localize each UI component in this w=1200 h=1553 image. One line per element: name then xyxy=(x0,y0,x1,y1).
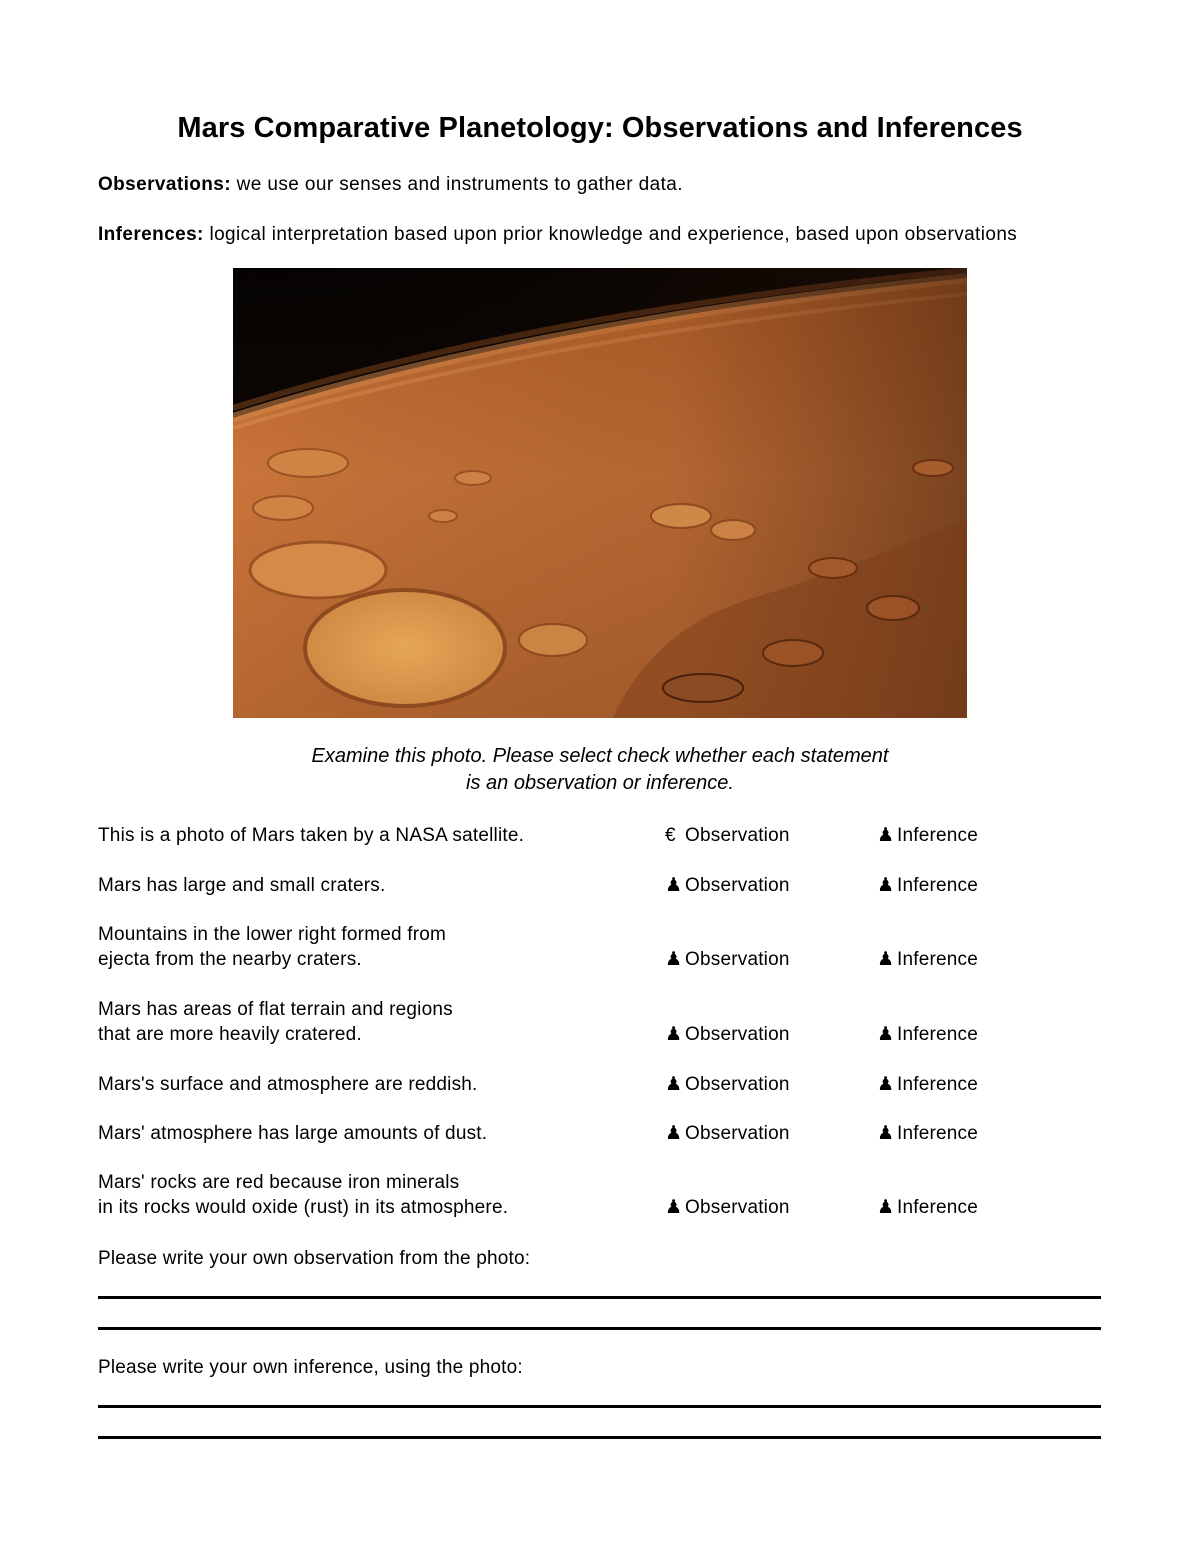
mars-photo xyxy=(233,268,967,718)
inference-option[interactable] xyxy=(877,947,978,972)
observation-label: Observation xyxy=(685,875,790,896)
observation-label: Observation xyxy=(685,825,790,846)
inferences-term: Inferences: xyxy=(98,224,204,245)
inference-checkbox-icon[interactable]: ♟ xyxy=(877,875,895,896)
instructions-line-2: is an observation or inference. xyxy=(466,772,734,794)
inference-checkbox-icon[interactable]: ♟ xyxy=(877,1197,895,1218)
inference-checkbox-icon[interactable]: ♟ xyxy=(877,825,895,846)
own-inference-prompt: Please write your own inference, using the photo: xyxy=(98,1357,523,1378)
observation-answer-line-2[interactable] xyxy=(98,1327,1101,1330)
inference-label: Inference xyxy=(897,949,979,970)
inference-label: Inference xyxy=(897,875,979,896)
statement-text: Mars' rocks are red because iron minerals in its rocks would oxide (rust) in its atmosphere. xyxy=(98,1172,509,1218)
observations-definition xyxy=(98,174,683,196)
inference-option[interactable] xyxy=(877,873,978,898)
inference-option[interactable] xyxy=(877,1195,978,1220)
inference-label: Inference xyxy=(897,1197,979,1218)
inference-label: Inference xyxy=(897,1024,979,1045)
observations-term: Observations: xyxy=(98,174,231,195)
inferences-definition xyxy=(98,224,1017,246)
inference-label: Inference xyxy=(897,825,979,846)
own-observation-prompt: Please write your own observation from the photo: xyxy=(98,1248,531,1269)
statement-text: Mars has areas of flat terrain and regions that are more heavily cratered. xyxy=(98,999,453,1045)
inference-answer-line-2[interactable] xyxy=(98,1436,1101,1439)
observation-option[interactable] xyxy=(665,947,790,972)
observation-option[interactable] xyxy=(665,823,790,848)
inference-label: Inference xyxy=(897,1074,979,1095)
observation-checkbox-icon[interactable]: ♟ xyxy=(665,1123,683,1144)
inference-label: Inference xyxy=(897,1123,979,1144)
observation-label: Observation xyxy=(685,1074,790,1095)
statement-text: Mountains in the lower right formed from ejecta from the nearby craters. xyxy=(98,924,447,970)
observation-checkbox-icon[interactable]: ♟ xyxy=(665,949,683,970)
observation-label: Observation xyxy=(685,1024,790,1045)
inference-checkbox-icon[interactable]: ♟ xyxy=(877,1024,895,1045)
inference-checkbox-icon[interactable]: ♟ xyxy=(877,1123,895,1144)
statement-text: Mars's surface and atmosphere are reddish. xyxy=(98,1074,478,1095)
observation-checkbox-icon[interactable]: € xyxy=(665,825,676,846)
inference-answer-line-1[interactable] xyxy=(98,1405,1101,1408)
observation-answer-line-1[interactable] xyxy=(98,1296,1101,1299)
statement-text: Mars has large and small craters. xyxy=(98,875,386,896)
inference-option[interactable] xyxy=(877,823,978,848)
observation-option[interactable] xyxy=(665,1195,790,1220)
observation-option[interactable] xyxy=(665,1022,790,1047)
observation-option[interactable] xyxy=(665,1072,790,1097)
statement-text: This is a photo of Mars taken by a NASA satellite. xyxy=(98,825,525,846)
inference-checkbox-icon[interactable]: ♟ xyxy=(877,1074,895,1095)
instructions xyxy=(0,743,1200,797)
observation-checkbox-icon[interactable]: ♟ xyxy=(665,875,683,896)
observation-label: Observation xyxy=(685,1197,790,1218)
inferences-text: logical interpretation based upon prior knowledge and experience, based upon observations xyxy=(203,224,1018,245)
observation-option[interactable] xyxy=(665,873,790,898)
observation-label: Observation xyxy=(685,1123,790,1144)
observation-label: Observation xyxy=(685,949,790,970)
inference-option[interactable] xyxy=(877,1121,978,1146)
statement-text: Mars' atmosphere has large amounts of dust. xyxy=(98,1123,488,1144)
observation-checkbox-icon[interactable]: ♟ xyxy=(665,1197,683,1218)
instructions-line-1: Examine this photo. Please select check whether each statement xyxy=(311,745,889,767)
observation-checkbox-icon[interactable]: ♟ xyxy=(665,1074,683,1095)
inference-checkbox-icon[interactable]: ♟ xyxy=(877,949,895,970)
observation-checkbox-icon[interactable]: ♟ xyxy=(665,1024,683,1045)
observations-text: we use our senses and instruments to gather data. xyxy=(230,174,683,195)
observation-option[interactable] xyxy=(665,1121,790,1146)
page-title: Mars Comparative Planetology: Observations and Inferences xyxy=(177,112,1023,144)
inference-option[interactable] xyxy=(877,1072,978,1097)
inference-option[interactable] xyxy=(877,1022,978,1047)
